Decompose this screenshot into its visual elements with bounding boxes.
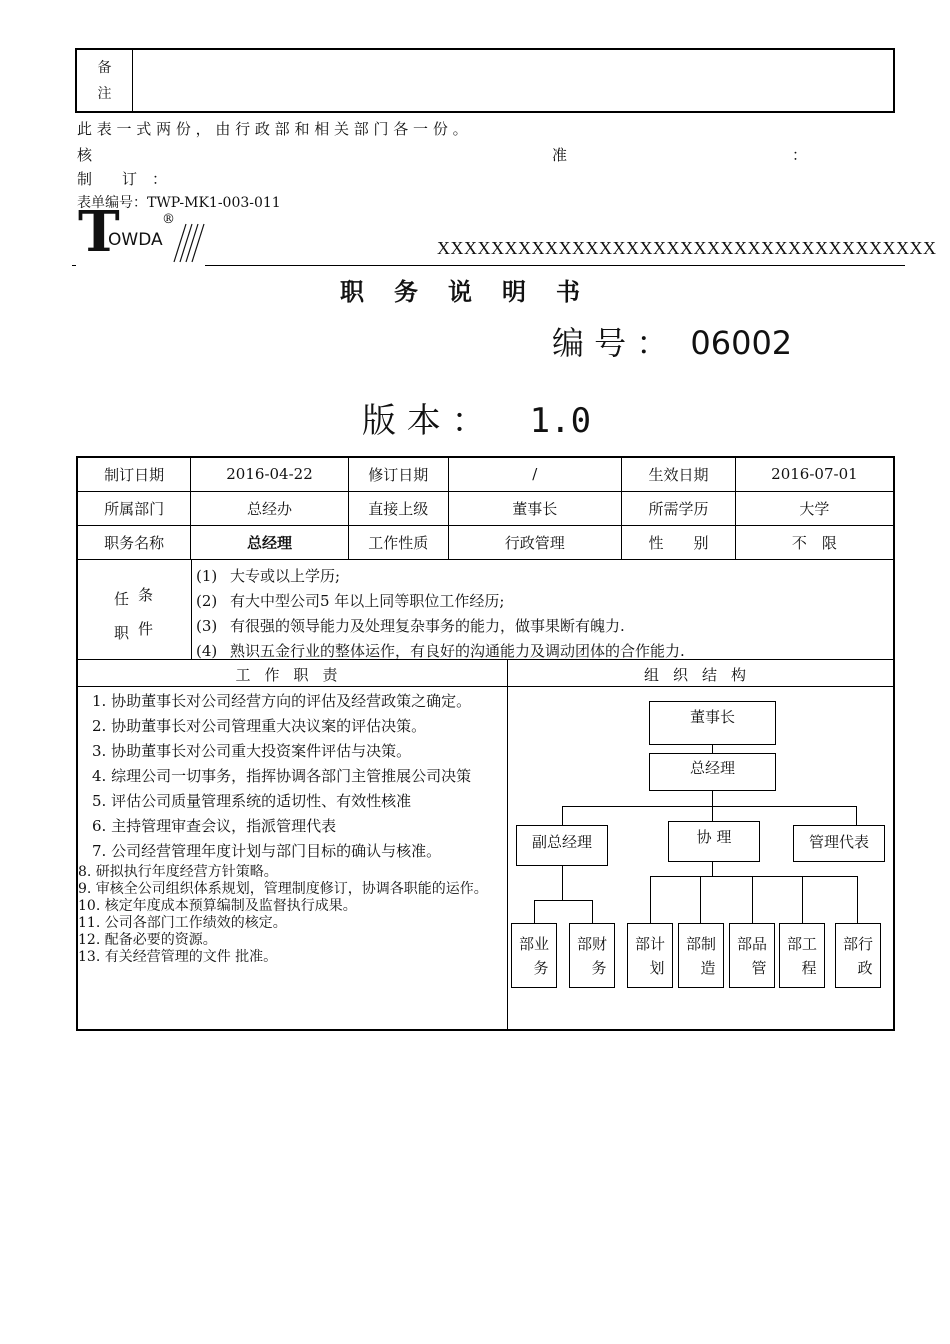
dept-line: 划 (649, 959, 665, 977)
item-number: (1) (196, 567, 218, 585)
table-cell: 修订日期 (348, 457, 448, 491)
connector (534, 900, 535, 924)
connector (562, 866, 563, 900)
org-box-dept (729, 923, 775, 988)
form-number: 表单编号：TWP-MK1-003-011 (77, 195, 281, 211)
table-cell: 不 限 (735, 525, 894, 559)
copies-note: 此 表 一 式 两 份 ， 由 行 政 部 和 相 关 部 门 各 一 份 。 (77, 120, 468, 138)
table-cell: 董事长 (448, 491, 622, 525)
connector (650, 876, 858, 877)
version-label: 版 本 ： (362, 401, 486, 441)
made-label: 制 订 ： (77, 170, 168, 188)
code-value: 06002 (690, 324, 793, 362)
table-cell: 制订日期 (77, 457, 191, 491)
connector (712, 806, 713, 822)
connector (712, 790, 713, 806)
table-cell: 生效日期 (622, 457, 736, 491)
list-item (196, 614, 685, 639)
qual-label-a: 任 (114, 590, 130, 608)
duty-item: 2. 协助董事长对公司管理重大决议案的评估决策。 (92, 717, 427, 735)
dept-line: 部品 (736, 935, 767, 953)
remarks-label (77, 50, 133, 111)
connector (802, 876, 803, 924)
org-box-chairman: 董事长 (649, 701, 776, 745)
dept-line: 部工 (786, 935, 817, 953)
duty-item: 10. 核定年度成本预算编制及监督执行成果。 (78, 898, 357, 914)
header-code: XXXXXXXXXXXXXXXXXXXXXXXXXXXXXXXXXXXXX (437, 238, 937, 258)
item-number: (3) (196, 617, 218, 635)
document-version (362, 393, 591, 442)
logo-text: OWDA (108, 230, 163, 250)
duty-item: 5. 评估公司质量管理系统的适切性、有效性核准 (92, 792, 412, 810)
connector (562, 806, 857, 807)
registered-icon: ® (162, 212, 175, 227)
table-cell: 大学 (735, 491, 894, 525)
duty-item: 1. 协助董事长对公司经营方向的评估及经营政策之确定。 (92, 692, 472, 710)
item-text: 有大中型公司5 年以上同等职位工作经历; (230, 592, 505, 610)
logo-slashes-icon (172, 222, 208, 266)
dept-line: 部制 (685, 935, 716, 953)
duty-item: 8. 研拟执行年度经营方针策略。 (78, 864, 278, 880)
item-text: 有很强的领导能力及处理复杂事务的能力，做事果断有魄力. (230, 617, 625, 635)
logo-letter: T (78, 199, 120, 265)
duty-item: 4. 综理公司一切事务，指挥协调各部门主管推展公司决策 (92, 767, 472, 785)
duty-item: 9. 审核全公司组织体系规划，管理制度修订，协调各职能的运作。 (78, 881, 488, 897)
duty-item: 6. 主持管理审查会议，指派管理代表 (92, 817, 337, 835)
table-cell: 总经办 (191, 491, 349, 525)
dept-line: 政 (857, 959, 873, 977)
list-item (196, 589, 685, 614)
org-box-dept (678, 923, 724, 988)
item-number: (4) (196, 642, 218, 660)
duties-header: 工作职责 (235, 666, 352, 684)
connector (534, 900, 593, 901)
org-box-gm: 总经理 (649, 753, 776, 791)
table-cell: 所属部门 (77, 491, 191, 525)
qualifications-section (76, 560, 895, 660)
list-item (196, 564, 685, 589)
document-code (552, 318, 792, 364)
connector (752, 876, 753, 924)
table-cell: 直接上级 (348, 491, 448, 525)
dept-line: 部行 (842, 935, 873, 953)
duty-item: 12. 配备必要的资源。 (78, 932, 217, 948)
connector (650, 876, 651, 924)
table-cell: 所需学历 (622, 491, 736, 525)
duty-item: 11. 公司各部门工作绩效的核定。 (78, 915, 287, 931)
table-cell: 2016-04-22 (191, 457, 349, 491)
org-box-dept (779, 923, 825, 988)
approve-label: 准 (552, 146, 568, 164)
remarks-box (75, 48, 895, 113)
dept-line: 部业 (518, 935, 549, 953)
dept-line: 务 (591, 959, 607, 977)
org-box-dept (835, 923, 881, 988)
approve-colon: ： (792, 146, 808, 164)
table-cell: 工作性质 (348, 525, 448, 559)
section-header-row (76, 660, 895, 687)
connector (712, 862, 713, 876)
info-table (76, 456, 895, 560)
towda-logo (78, 199, 208, 266)
org-box-deputy-gm: 副总经理 (516, 825, 608, 866)
dept-line: 部财 (576, 935, 607, 953)
connector (592, 900, 593, 924)
dept-line: 管 (751, 959, 767, 977)
connector (856, 806, 857, 826)
qual-label-d: 件 (138, 620, 154, 638)
code-label: 编 号 ： (552, 324, 669, 362)
version-value: 1.0 (529, 401, 592, 441)
org-box-mgmt-rep: 管理代表 (793, 825, 885, 862)
qualifications-label (78, 560, 192, 659)
dept-line: 造 (700, 959, 716, 977)
item-text: 熟识五金行业的整体运作，有良好的沟通能力及调动团体的合作能力. (230, 642, 685, 660)
dept-line: 务 (533, 959, 549, 977)
header-rule (205, 265, 905, 266)
org-box-dept (627, 923, 673, 988)
document-title: 职务说明书 (340, 278, 610, 306)
org-box-dept (511, 923, 557, 988)
table-cell: 性 别 (622, 525, 736, 559)
org-box-assistant: 协 理 (668, 821, 760, 862)
header-tick (72, 265, 76, 266)
qualifications-list (196, 564, 685, 664)
table-row (77, 525, 894, 559)
connector (700, 876, 701, 924)
table-cell: / (448, 457, 622, 491)
table-row (77, 457, 894, 491)
remarks-label-top: 备 (97, 59, 112, 76)
dept-line: 程 (801, 959, 817, 977)
table-row (77, 491, 894, 525)
duty-item: 3. 协助董事长对公司重大投资案件评估与决策。 (92, 742, 412, 760)
duty-item: 7. 公司经营管理年度计划与部门目标的确认与核准。 (92, 842, 442, 860)
dept-line: 部计 (634, 935, 665, 953)
qual-label-b: 职 (114, 624, 130, 642)
table-cell: 行政管理 (448, 525, 622, 559)
duty-item: 13. 有关经营管理的文件 批准。 (78, 949, 278, 965)
remarks-label-bottom: 注 (97, 85, 112, 102)
table-cell: 总经理 (191, 525, 349, 559)
table-cell: 职务名称 (77, 525, 191, 559)
item-text: 大专或以上学历; (230, 567, 341, 585)
check-label: 核 (77, 146, 93, 164)
org-header: 组织结构 (643, 666, 760, 684)
item-number: (2) (196, 592, 218, 610)
table-cell: 2016-07-01 (735, 457, 894, 491)
connector (857, 876, 858, 924)
org-box-dept (569, 923, 615, 988)
qual-label-c: 条 (138, 586, 154, 604)
connector (562, 806, 563, 826)
duties-list (78, 689, 508, 966)
